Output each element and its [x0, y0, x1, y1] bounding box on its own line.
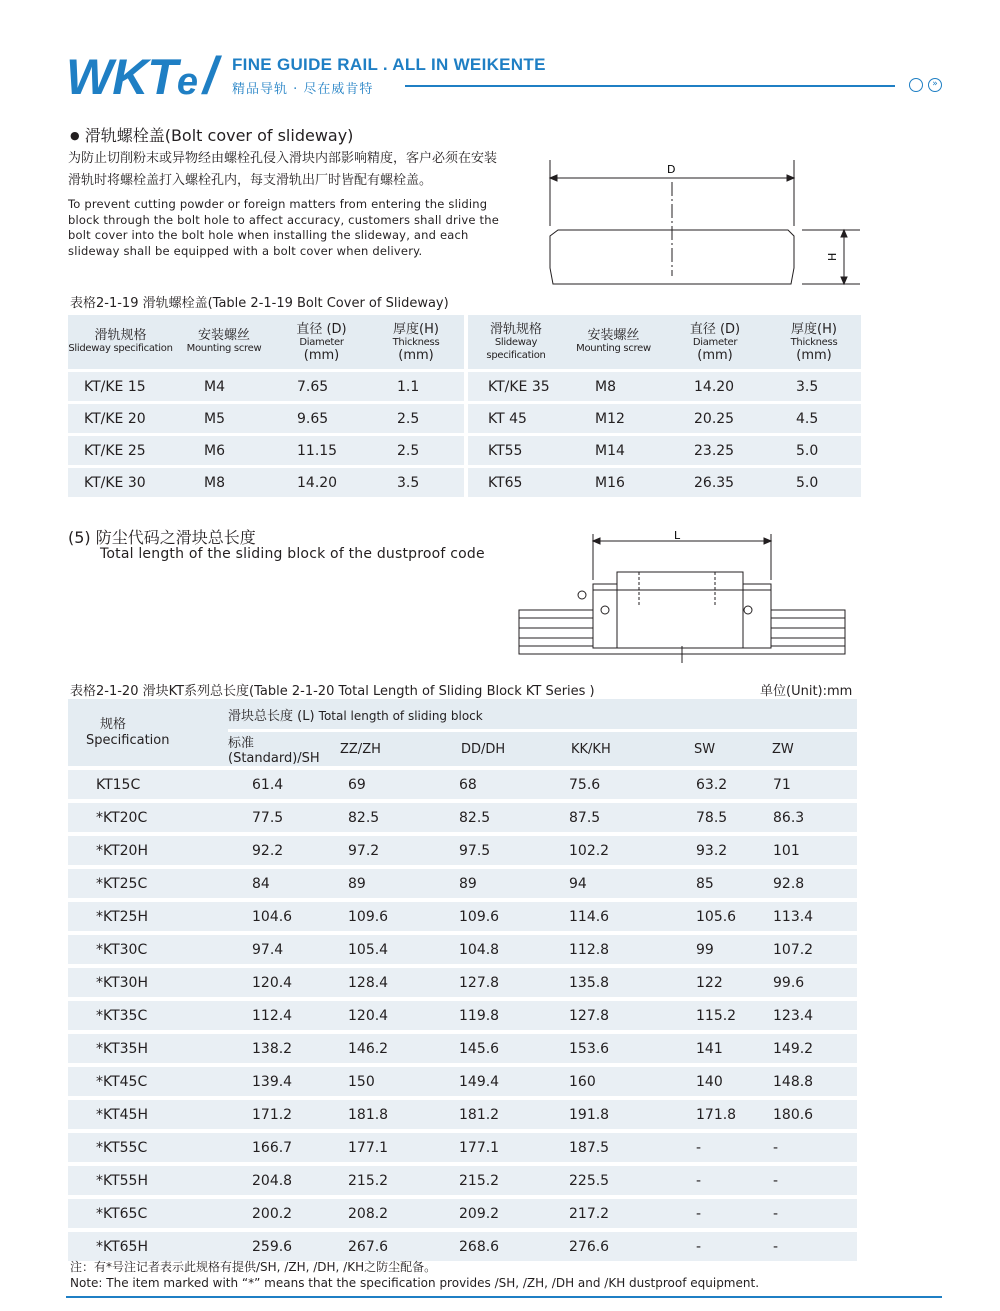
table1-cell: KT65: [468, 468, 564, 497]
header-spec-cn: 规格: [100, 716, 127, 732]
table2-cell: 102.2: [559, 834, 682, 867]
table2-cell: 160: [559, 1065, 682, 1098]
table2-cell: 68: [449, 768, 559, 801]
table2-cell: 115.2: [682, 999, 772, 1032]
header-diameter-unit: (mm): [303, 347, 340, 363]
header-screw: [173, 315, 275, 369]
table2-cell: 209.2: [449, 1197, 559, 1230]
table2-row: [68, 1230, 857, 1261]
table2-cell: 107.2: [772, 933, 857, 966]
table1-cell: 2.5: [368, 404, 464, 433]
table1-cell: KT/KE 20: [68, 404, 173, 433]
table2-cell: 204.8: [228, 1164, 340, 1197]
col-zw: ZW: [772, 731, 857, 769]
table2-cell: 87.5: [559, 801, 682, 834]
table2-cell: 128.4: [340, 966, 449, 999]
logo-main: WKT: [66, 49, 177, 105]
table2-cell: 97.2: [340, 834, 449, 867]
table2-cell: 112.8: [559, 933, 682, 966]
table2-cell: 86.3: [772, 801, 857, 834]
table2-cell: 104.8: [449, 933, 559, 966]
table2-row: [68, 966, 857, 999]
table2-cell: 135.8: [559, 966, 682, 999]
header-diameter-cn: 直径 (D): [296, 321, 347, 337]
table2-row: [68, 801, 857, 834]
table2-cell: 268.6: [449, 1230, 559, 1261]
table2-cell: 191.8: [559, 1098, 682, 1131]
table2-cell: *KT30C: [68, 933, 228, 966]
table2-cell: 127.8: [449, 966, 559, 999]
table2-cell: 97.5: [449, 834, 559, 867]
table2-row: [68, 1131, 857, 1164]
table2-cell: -: [682, 1230, 772, 1261]
table1-row: [68, 468, 861, 497]
table2-row: [68, 867, 857, 900]
header-spec: [68, 315, 173, 369]
table2-cell: 141: [682, 1032, 772, 1065]
table1-cell: 5.0: [767, 436, 861, 465]
table2-cell: 180.6: [772, 1098, 857, 1131]
table1-cell: M6: [173, 436, 275, 465]
col-standard: 标准(Standard)/SH: [228, 731, 340, 769]
table1-cell: M12: [564, 404, 663, 433]
table1-row: [68, 372, 861, 401]
table2-cell: 114.6: [559, 900, 682, 933]
table2-cell: 177.1: [340, 1131, 449, 1164]
table2-cell: 101: [772, 834, 857, 867]
table2-cell: *KT65H: [68, 1230, 228, 1261]
label-l: L: [674, 529, 681, 542]
table2-cell: -: [682, 1131, 772, 1164]
table2-cell: 267.6: [340, 1230, 449, 1261]
table2-cell: 113.4: [772, 900, 857, 933]
header-spec-en: Specification: [86, 732, 170, 748]
arrow-right: [787, 175, 794, 181]
table1-cell: 9.65: [275, 404, 368, 433]
table2-cell: 112.4: [228, 999, 340, 1032]
header-thickness-unit-2: (mm): [796, 347, 832, 363]
table2-cell: -: [772, 1131, 857, 1164]
table1-row: [68, 436, 861, 465]
table1-cell: M4: [173, 372, 275, 401]
table1-cell: KT 45: [468, 404, 564, 433]
table1-cell: 2.5: [368, 436, 464, 465]
tagline-english: FINE GUIDE RAIL . ALL IN WEIKENTE: [232, 55, 546, 74]
table2-cell: *KT20C: [68, 801, 228, 834]
table2-cell: 140: [682, 1065, 772, 1098]
table1-cell: 11.15: [275, 436, 368, 465]
table2-cell: 177.1: [449, 1131, 559, 1164]
table2-cell: 150: [340, 1065, 449, 1098]
table2-cell: 77.5: [228, 801, 340, 834]
table1-caption: 表格2-1-19 滑轨螺栓盖(Table 2-1-19 Bolt Cover of Slideway): [70, 296, 449, 311]
header-spec-en-2: Slideway specification: [486, 336, 546, 361]
table2-body: [68, 768, 857, 1261]
table2-cell: 105.4: [340, 933, 449, 966]
header-thickness-unit: (mm): [398, 347, 434, 363]
header-specification: [68, 699, 228, 768]
label-h: H: [826, 252, 839, 261]
description-english: To prevent cutting powder or foreign matters from entering the sliding block through the bolt hole to affect accuracy, customers shall drive the bolt cover into the bolt hole when installing the slideway, and each slideway shall be equipped with a bolt cover when delivery.: [68, 197, 499, 258]
arrow-up: [841, 230, 847, 237]
table2-row: [68, 1197, 857, 1230]
table1-cell: 26.35: [663, 468, 767, 497]
table2-cell: 94: [559, 867, 682, 900]
table1-cell: 14.20: [275, 468, 368, 497]
table2-header-row-1: [68, 699, 857, 731]
table2-cell: 89: [449, 867, 559, 900]
table2-cell: *KT55C: [68, 1131, 228, 1164]
section-title-bolt-cover: [70, 123, 353, 146]
table2-cell: 215.2: [449, 1164, 559, 1197]
table2-cell: -: [682, 1164, 772, 1197]
table2-cell: 75.6: [559, 768, 682, 801]
table2-cell: 122: [682, 966, 772, 999]
table2-cell: 92.8: [772, 867, 857, 900]
table2-cell: 61.4: [228, 768, 340, 801]
table2-cell: 153.6: [559, 1032, 682, 1065]
table2-cell: 187.5: [559, 1131, 682, 1164]
header-screw-en: Mounting screw: [186, 343, 262, 354]
table2-row: [68, 834, 857, 867]
header-spec-cn-2: 滑轨规格: [489, 321, 542, 337]
table2-cell: 139.4: [228, 1065, 340, 1098]
logo-slash: /: [203, 47, 218, 105]
table2-cell: 276.6: [559, 1230, 682, 1261]
table1-cell: 23.25: [663, 436, 767, 465]
header-spec-cn: 滑轨规格: [94, 328, 147, 343]
bullet-icon: ●: [70, 129, 80, 142]
table2-cell: -: [772, 1230, 857, 1261]
table2-row: [68, 999, 857, 1032]
table2-cell: 71: [772, 768, 857, 801]
table2-cell: 82.5: [340, 801, 449, 834]
header-thickness-en: Thickness: [392, 336, 440, 348]
table1-cell: 14.20: [663, 372, 767, 401]
col-dd: DD/DH: [449, 731, 559, 769]
table2-cell: *KT25H: [68, 900, 228, 933]
table2-cell: 145.6: [449, 1032, 559, 1065]
table2-row: [68, 1032, 857, 1065]
table2-cell: 208.2: [340, 1197, 449, 1230]
table1-cell: M5: [173, 404, 275, 433]
brand-logo: [66, 49, 197, 107]
table1-cell: M8: [564, 372, 663, 401]
table2-cell: 89: [340, 867, 449, 900]
table2-cell: 85: [682, 867, 772, 900]
table2-cell: 181.8: [340, 1098, 449, 1131]
table2-cell: 171.8: [682, 1098, 772, 1131]
table2-cell: -: [682, 1197, 772, 1230]
table1-row: [68, 404, 861, 433]
next-arrow-glyph: »: [932, 79, 938, 89]
table2-unit: 单位(Unit):mm: [760, 684, 853, 699]
col-sw: SW: [682, 731, 772, 769]
header-diameter-cn-2: 直径 (D): [689, 321, 741, 337]
table2-row: [68, 900, 857, 933]
table2-cell: 99.6: [772, 966, 857, 999]
header-screw-cn: 安装螺丝: [197, 328, 250, 343]
table1-cell: 3.5: [767, 372, 861, 401]
table1-cell: M14: [564, 436, 663, 465]
bolt-cover-table: [68, 312, 861, 500]
header-diameter-2: [663, 315, 767, 369]
footnote-chinese: 注：有*号注记者表示此规格有提供/SH, /ZH, /DH, /KH之防尘配备。: [70, 1260, 437, 1274]
header-diameter-en-2: Diameter: [692, 336, 738, 348]
header-rule: [405, 85, 895, 87]
table1-cell: M8: [173, 468, 275, 497]
table2-cell: 109.6: [340, 900, 449, 933]
table2-cell: -: [772, 1197, 857, 1230]
header-group-cn: 滑块总长度 (L): [228, 708, 315, 724]
table2-cell: *KT35H: [68, 1032, 228, 1065]
header-thickness: [368, 315, 464, 369]
table1-cell: 1.1: [368, 372, 464, 401]
table1-cell: 5.0: [767, 468, 861, 497]
table1-cell: 4.5: [767, 404, 861, 433]
description-chinese: 为防止切削粉末或异物经由螺栓孔侵入滑块内部影响精度，客户必须在安装滑轨时将螺栓盖打入螺栓孔内，每支滑轨出厂时皆配有螺栓盖。: [68, 151, 498, 188]
table2-cell: 259.6: [228, 1230, 340, 1261]
table1-cell: KT55: [468, 436, 564, 465]
header-thickness-en-2: Thickness: [790, 336, 838, 348]
table2-cell: 225.5: [559, 1164, 682, 1197]
table1-cell: KT/KE 30: [68, 468, 173, 497]
arrow-l-right: [764, 538, 771, 544]
section-subtitle-dustproof: Total length of the sliding block of the dustproof code: [100, 546, 485, 562]
arrow-down: [841, 277, 847, 284]
table2-cell: *KT20H: [68, 834, 228, 867]
table2-cell: *KT55H: [68, 1164, 228, 1197]
header-thickness-2: [767, 315, 861, 369]
section-title-dustproof: (5) 防尘代码之滑块总长度: [68, 528, 256, 547]
header-screw-2: [564, 315, 663, 369]
col-kk: KK/KH: [559, 731, 682, 769]
table1-cell: M16: [564, 468, 663, 497]
header-spec-2: [468, 315, 564, 369]
table2-cell: 120.4: [340, 999, 449, 1032]
col-zz: ZZ/ZH: [340, 731, 449, 769]
header-diameter-en: Diameter: [299, 336, 344, 348]
footnote-english: Note: The item marked with “*” means that the specification provides /SH, /ZH, /DH and /KH dustproof equipment.: [70, 1276, 760, 1290]
table1-cell: KT/KE 25: [68, 436, 173, 465]
block-carriage: [617, 572, 743, 648]
table2-cell: 69: [340, 768, 449, 801]
table2-cell: 93.2: [682, 834, 772, 867]
table1-cell: KT/KE 35: [468, 372, 564, 401]
circle-icon: [909, 78, 923, 92]
table2-cell: KT15C: [68, 768, 228, 801]
table1-header-row: [68, 315, 861, 369]
table2-cell: 109.6: [449, 900, 559, 933]
header-diameter-unit-2: (mm): [697, 347, 733, 363]
section-title-text: 滑轨螺栓盖(Bolt cover of slideway): [84, 126, 354, 145]
table1-cell: 7.65: [275, 372, 368, 401]
header-spec-en: Slideway specification: [68, 343, 173, 354]
table1-body: [68, 372, 861, 497]
table2-cell: 78.5: [682, 801, 772, 834]
table2-cell: 149.4: [449, 1065, 559, 1098]
arrow-l-left: [593, 538, 600, 544]
table2-cell: 149.2: [772, 1032, 857, 1065]
table2-cell: 200.2: [228, 1197, 340, 1230]
table1-cell: 20.25: [663, 404, 767, 433]
grease-fitting: [578, 591, 586, 599]
table1-cell: KT/KE 15: [68, 372, 173, 401]
table2-cell: *KT25C: [68, 867, 228, 900]
sliding-block-length-table: [68, 699, 857, 1261]
table2-cell: 123.4: [772, 999, 857, 1032]
table2-cell: 63.2: [682, 768, 772, 801]
table2-cell: 119.8: [449, 999, 559, 1032]
table2-cell: 127.8: [559, 999, 682, 1032]
table2-cell: 92.2: [228, 834, 340, 867]
table2-cell: 104.6: [228, 900, 340, 933]
table2-cell: 217.2: [559, 1197, 682, 1230]
table1-cell: 3.5: [368, 468, 464, 497]
table2-cell: *KT45C: [68, 1065, 228, 1098]
table2-cell: 148.8: [772, 1065, 857, 1098]
header-screw-cn-2: 安装螺丝: [587, 328, 640, 343]
table2-caption: 表格2-1-20 滑块KT系列总长度(Table 2-1-20 Total Length of Sliding Block KT Series ): [70, 684, 595, 699]
table2-cell: 82.5: [449, 801, 559, 834]
table2-row: [68, 1164, 857, 1197]
table2-cell: *KT45H: [68, 1098, 228, 1131]
table2-row: [68, 1098, 857, 1131]
table2-row: [68, 768, 857, 801]
table2-cell: 215.2: [340, 1164, 449, 1197]
header-group-en: Total length of sliding block: [318, 708, 483, 723]
table2-cell: 120.4: [228, 966, 340, 999]
bolt-cover-diagram: [540, 158, 870, 293]
table2-cell: *KT35C: [68, 999, 228, 1032]
header-diameter: [275, 315, 368, 369]
header-screw-en-2: Mounting screw: [576, 343, 651, 354]
table2-cell: 166.7: [228, 1131, 340, 1164]
footer-rule: [66, 1296, 942, 1298]
table2-cell: *KT30H: [68, 966, 228, 999]
next-page-icon[interactable]: [928, 78, 942, 92]
table2-cell: *KT65C: [68, 1197, 228, 1230]
table2-row: [68, 933, 857, 966]
table2-cell: 97.4: [228, 933, 340, 966]
header-thickness-cn: 厚度(H): [393, 321, 439, 337]
table2-cell: 138.2: [228, 1032, 340, 1065]
header-thickness-cn-2: 厚度(H): [791, 321, 837, 337]
header-total-length: [228, 699, 857, 731]
table2-cell: 181.2: [449, 1098, 559, 1131]
table2-cell: -: [772, 1164, 857, 1197]
arrow-left: [550, 175, 557, 181]
table2-cell: 99: [682, 933, 772, 966]
logo-tail: e: [176, 61, 197, 103]
table2-cell: 84: [228, 867, 340, 900]
sliding-block-diagram: [515, 528, 850, 668]
table2-cell: 171.2: [228, 1098, 340, 1131]
table2-cell: 146.2: [340, 1032, 449, 1065]
tagline-chinese: 精品导轨 · 尽在威肯特: [232, 82, 374, 97]
label-d: D: [667, 163, 676, 176]
table2-row: [68, 1065, 857, 1098]
table2-cell: 105.6: [682, 900, 772, 933]
